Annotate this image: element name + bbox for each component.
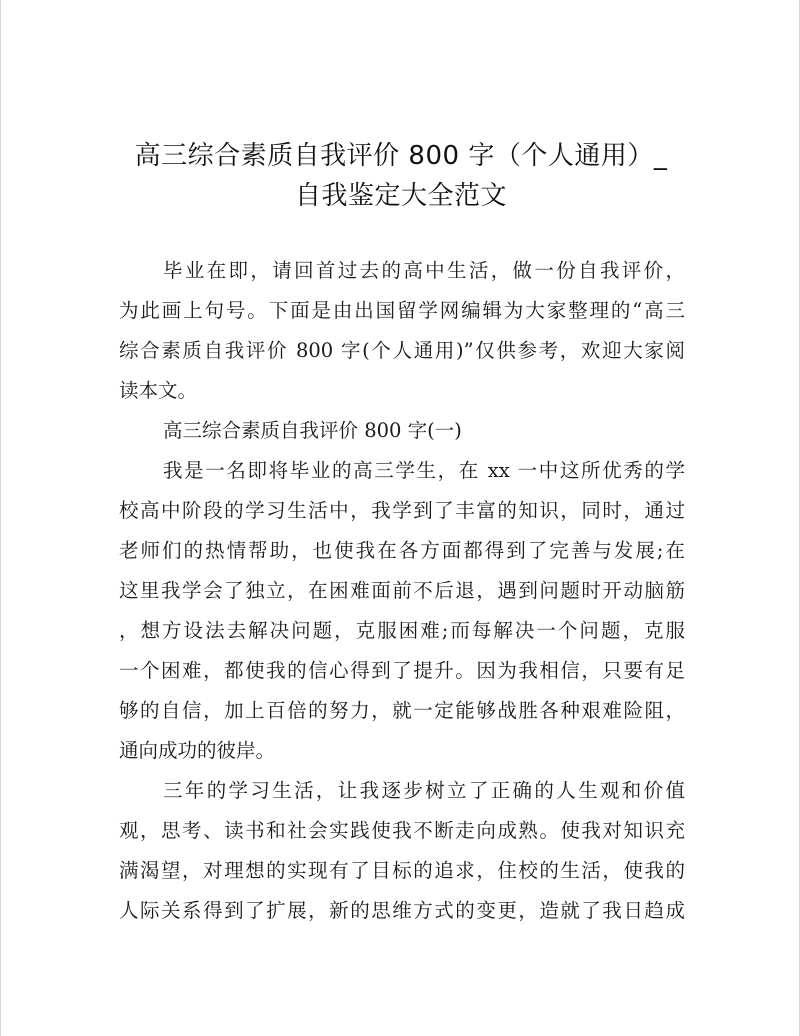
text-line: 综合素质自我评价 800 字(个人通用)”仅供参考，欢迎大家阅	[119, 339, 685, 362]
text-line: 满渴望，对理想的实现有了目标的追求，住校的生活，使我的	[119, 859, 685, 882]
text-line: 高三综合素质自我评价 800 字(一)	[163, 419, 462, 442]
paragraph	[119, 251, 685, 411]
paragraph	[119, 771, 685, 931]
title-line: 高三综合素质自我评价 800 字（个人通用）_	[134, 141, 668, 171]
text-line: 我是一名即将毕业的高三学生，在 xx 一中这所优秀的学	[163, 459, 685, 482]
text-line: 一个困难，都使我的信心得到了提升。因为我相信，只要有足	[119, 659, 685, 682]
text-line: 观，思考、读书和社会实践使我不断走向成熟。使我对知识充	[119, 819, 685, 842]
title-line: 自我鉴定大全范文	[294, 181, 507, 211]
text-line: 老师们的热情帮助，也使我在各方面都得到了完善与发展;在	[119, 539, 685, 562]
text-line: 为此画上句号。下面是由出国留学网编辑为大家整理的“高三	[119, 299, 685, 322]
text-line: 毕业在即，请回首过去的高中生活，做一份自我评价，	[163, 259, 685, 282]
text-line: 这里我学会了独立，在困难面前不后退，遇到问题时开动脑筋	[119, 579, 685, 602]
text-line: 三年的学习生活，让我逐步树立了正确的人生观和价值	[163, 779, 685, 802]
text-line: 通向成功的彼岸。	[119, 739, 276, 762]
text-line: 够的自信，加上百倍的努力，就一定能够战胜各种艰难险阻，	[119, 699, 685, 722]
text-line: 校高中阶段的学习生活中，我学到了丰富的知识，同时，通过	[119, 499, 685, 522]
text-line: 读本文。	[119, 379, 198, 402]
text-line: ，想方设法去解决问题，克服困难;而每解决一个问题，克服	[119, 619, 685, 642]
document-body	[119, 251, 685, 931]
text-line: 人际关系得到了扩展，新的思维方式的变更，造就了我日趋成	[119, 899, 685, 922]
section-heading	[119, 411, 685, 451]
paragraph	[119, 451, 685, 771]
document-title	[81, 136, 721, 216]
